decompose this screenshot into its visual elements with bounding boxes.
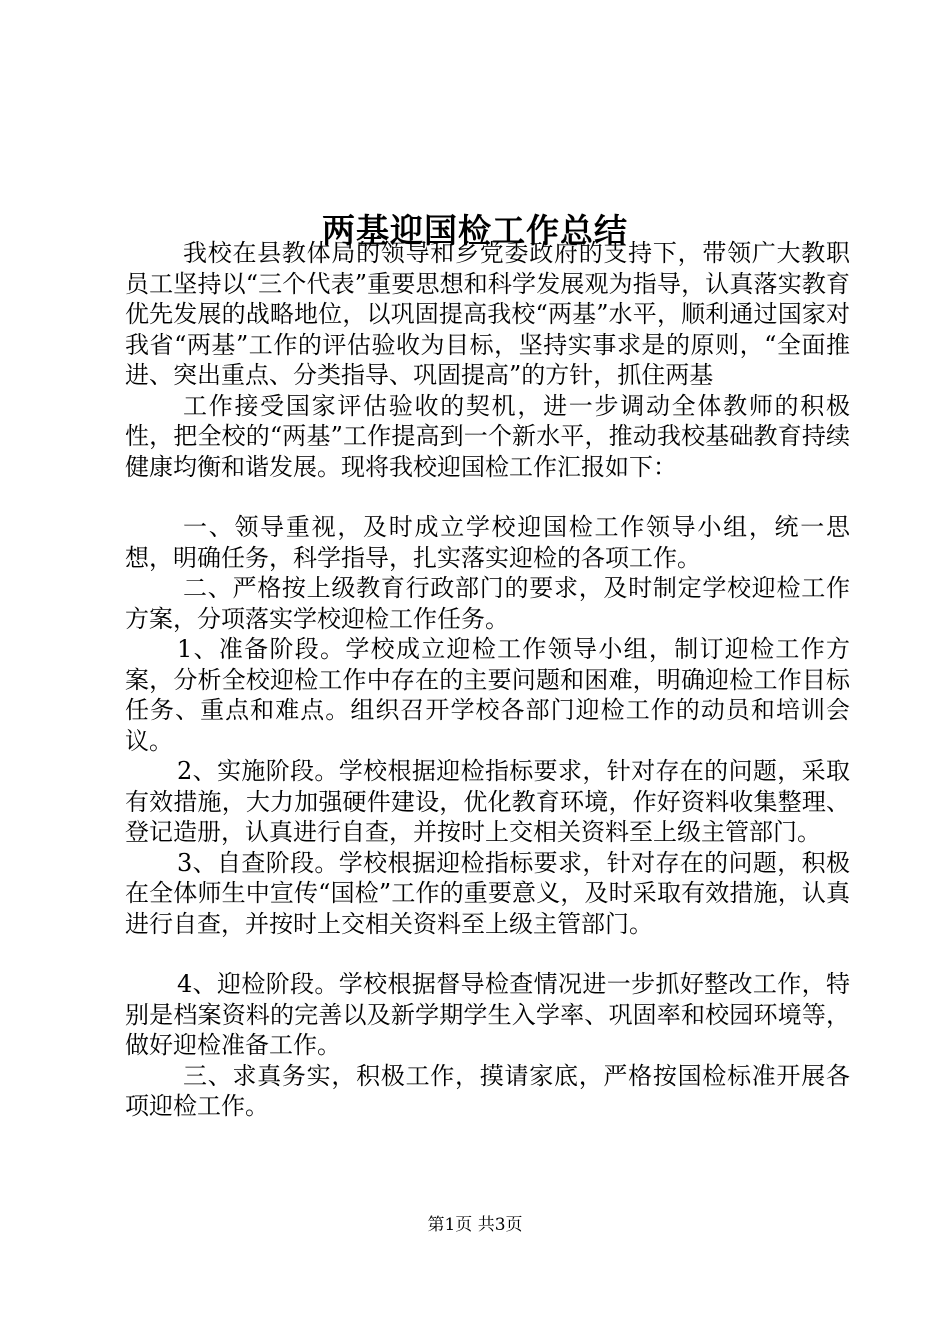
stage-self-check-paragraph: 3、自查阶段。学校根据迎检指标要求，针对存在的问题，积极在全体师生中宣传“国检”工作的重要意义，及时采取有效措施，认真进行自查，并按时上交相关资料至上级主管部门。 [125, 848, 850, 938]
document-body [125, 238, 850, 1122]
page-number-footer: 第1页 共3页 [427, 1215, 523, 1235]
section-three-paragraph: 三、求真务实，积极工作，摸请家底，严格按国检标准开展各项迎检工作。 [125, 1061, 850, 1120]
section-one-paragraph: 一、领导重视，及时成立学校迎国检工作领导小组，统一思想，明确任务，科学指导，扎实落实迎检的各项工作。 [125, 513, 850, 572]
intro-paragraph: 我校在县教体局的领导和乡党委政府的支持下，带领广大教职员工坚持以“三个代表”重要思想和科学发展观为指导，认真落实教育优先发展的战略地位，以巩固提高我校“两基”水平，顺利通过国家对我省“两基”工作的评估验收为目标，坚持实事求是的原则，“全面推进、突出重点、分类指导、巩固提高”的方针，抓住两基 [125, 239, 850, 389]
stage-inspection-paragraph: 4、迎检阶段。学校根据督导检查情况进一步抓好整改工作，特别是档案资料的完善以及新学期学生入学率、巩固率和校园环境等，做好迎检准备工作。 [125, 970, 850, 1059]
stage-preparation-paragraph: 1、准备阶段。学校成立迎检工作领导小组，制订迎检工作方案，分析全校迎检工作中存在的主要问题和困难，明确迎检工作目标任务、重点和难点。组织召开学校各部门迎检工作的动员和培训会议。 [125, 635, 850, 755]
document-title: 两基迎国检工作总结 [322, 211, 628, 251]
intro-continuation-paragraph: 工作接受国家评估验收的契机，进一步调动全体教师的积极性，把全校的“两基”工作提高到一个新水平，推动我校基础教育持续健康均衡和谐发展。现将我校迎国检工作汇报如下： [125, 391, 850, 481]
section-two-paragraph: 二、严格按上级教育行政部门的要求，及时制定学校迎检工作方案，分项落实学校迎检工作任务。 [125, 574, 850, 633]
stage-implementation-paragraph: 2、实施阶段。学校根据迎检指标要求，针对存在的问题，采取有效措施，大力加强硬件建设，优化教育环境，作好资料收集整理、登记造册，认真进行自查，并按时上交相关资料至上级主管部门。 [125, 757, 850, 846]
